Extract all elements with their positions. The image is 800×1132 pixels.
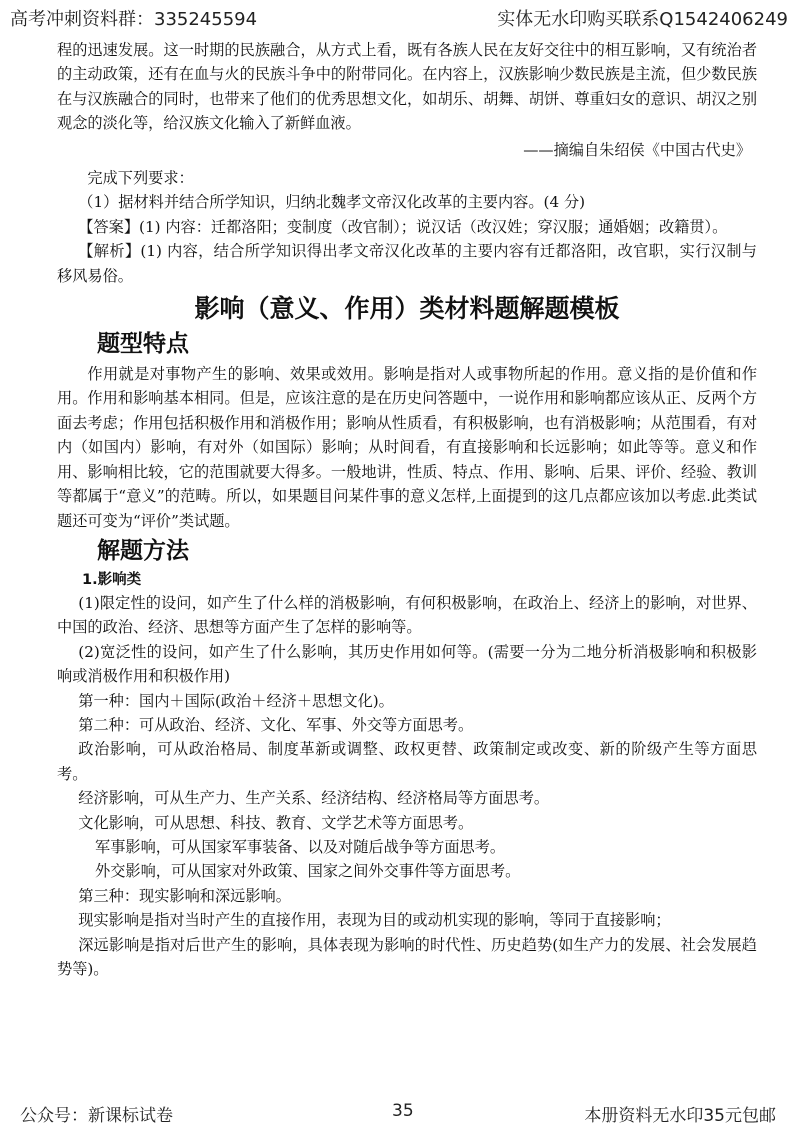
page-content (57, 38, 757, 981)
page-header (10, 6, 788, 30)
footer-offer: 本册资料无水印35元包邮 (584, 1106, 776, 1126)
section-heading-methods: 解题方法 (97, 537, 189, 564)
header-group-info: 高考冲刺资料群：335245594 (10, 9, 258, 30)
military-influence: 军事影响，可从国家军事装备、以及对随后战争等方面思考。 (95, 837, 506, 856)
type-2: 第二种：可从政治、经济、文化、军事、外交等方面思考。 (78, 715, 474, 734)
economic-influence: 经济影响，可从生产力、生产关系、经济结构、经济格局等方面思考。 (78, 789, 550, 808)
footer-account: 公众号：新课标试卷 (20, 1106, 173, 1126)
features-paragraph: 作用就是对事物产生的影响、效果或效用。影响是指对人或事物所起的作用。意义指的是价值和作用。作用和影响基本相同。但是，应该注意的是在历史问答题中，一说作用和影响都应该从正、反两个方面去考虑；作用包括积极作用和消极作用；影响从性质看，有积极影响，也有消极影响；从范围看，有对内（如国内）影响，有对外（如国际）影响；从时间看，有直接影响和长远影响；如此等等。意义和作用、影响相比较，它的范围就要大得多。一般地讲，性质、特点、作用、影响、后果、评价、经验、教训等都属于“意义”的范畴。所以，如果题目问某件事的意义怎样,上面提到的这几点都应该加以考虑.此类试题还可变为“评价”类试题。 (57, 365, 757, 530)
page-title: 影响（意义、作用）类材料题解题模板 (194, 294, 620, 324)
section-heading-features: 题型特点 (97, 331, 189, 358)
header-purchase-info: 实体无水印购买联系Q1542406249 (497, 9, 788, 30)
question-1: （1）据材料并结合所学知识，归纳北魏孝文帝汉化改革的主要内容。(4 分) (78, 193, 586, 212)
analysis-text: 【解析】(1) 内容，结合所学知识得出孝文帝汉化改革的主要内容有迁都洛阳，改官职，实行汉制与移风易俗。 (57, 242, 757, 285)
type-3: 第三种：现实影响和深远影响。 (78, 886, 291, 905)
diplomatic-influence: 外交影响，可从国家对外政策、国家之间外交事件等方面思考。 (95, 862, 521, 881)
political-influence: 政治影响，可从政治格局、制度革新或调整、政权更替、政策制定或改变、新的阶级产生等方面思考。 (57, 740, 757, 783)
far-influence: 深远影响是指对后世产生的影响，具体表现为影响的时代性、历史趋势(如生产力的发展、社会发展趋势等)。 (57, 935, 757, 978)
material-paragraph: 程的迅速发展。这一时期的民族融合，从方式上看，既有各族人民在友好交往中的相互影响，又有统治者的主动政策，还有在血与火的民族斗争中的附带同化。在内容上，汉族影响少数民族是主流，但少数民族在与汉族融合的同时，也带来了他们的优秀思想文化，如胡乐、胡舞、胡饼、尊重妇女的意识、胡汉之别观念的淡化等，给汉族文化输入了新鲜血液。 (57, 41, 757, 133)
page-footer (20, 1101, 776, 1125)
real-influence: 现实影响是指对当时产生的直接作用，表现为目的或动机实现的影响，等同于直接影响； (78, 911, 671, 930)
page-number: 35 (392, 1101, 414, 1121)
method-limited: (1)限定性的设问，如产生了什么样的消极影响，有何积极影响，在政治上、经济上的影响，对世界、中国的政治、经济、思想等方面产生了怎样的影响等。 (57, 593, 757, 637)
type-1: 第一种：国内＋国际(政治＋经济＋思想文化)。 (78, 691, 394, 710)
cultural-influence: 文化影响，可从思想、科技、教育、文学艺术等方面思考。 (78, 813, 474, 832)
answer-text: 【答案】(1) 内容：迁都洛阳；变制度（改官制）；说汉话（改汉姓；穿汉服；通婚姻；改籍贯）。 (78, 217, 728, 236)
method-broad: (2)宽泛性的设问，如产生了什么影响，其历史作用如何等。(需要一分为二地分析消极影响和积极影响或消极作用和积极作用) (57, 642, 757, 686)
task-intro: 完成下列要求： (87, 169, 194, 188)
subheading-influence: 1.影响类 (82, 571, 142, 588)
material-source: ——摘编自朱绍侯《中国古代史》 (523, 140, 751, 159)
